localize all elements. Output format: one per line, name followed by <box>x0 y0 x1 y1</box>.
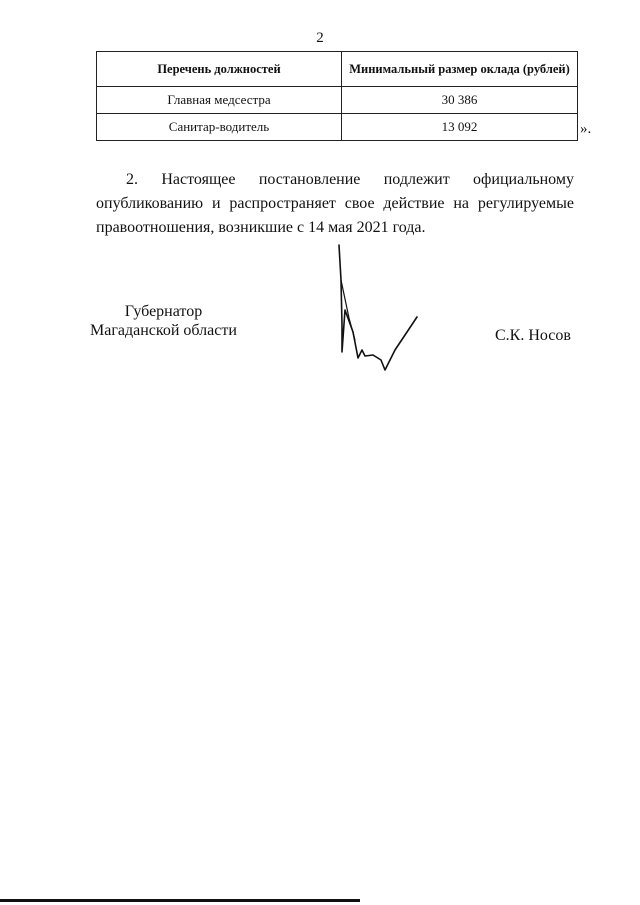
table-cell-salary: 13 092 <box>342 114 578 141</box>
table-cell-salary: 30 386 <box>342 87 578 114</box>
table-cell-position: Главная медсестра <box>97 87 342 114</box>
table-header-positions: Перечень должностей <box>97 52 342 87</box>
salary-table <box>96 51 578 141</box>
signer-title <box>90 302 237 340</box>
signer-name: С.К. Носов <box>495 327 571 344</box>
table-header-row <box>97 52 578 87</box>
signer-title-line-2: Магаданской области <box>90 322 237 339</box>
table-row <box>97 87 578 114</box>
closing-quote: ». <box>580 121 592 137</box>
signer-title-line-1: Губернатор <box>124 303 203 320</box>
table-row <box>97 114 578 141</box>
paragraph-2: 2. Настоящее постановление подлежит официальному опубликованию и распространяет свое действие на регулируемые правоотношения, возникшие с 14 мая 2021 года. <box>96 171 574 236</box>
handwritten-signature <box>325 240 425 375</box>
page-number: 2 <box>316 30 324 46</box>
bottom-rule <box>0 899 360 902</box>
table-header-salary: Минимальный размер оклада (рублей) <box>342 52 578 87</box>
table-cell-position: Санитар-водитель <box>97 114 342 141</box>
